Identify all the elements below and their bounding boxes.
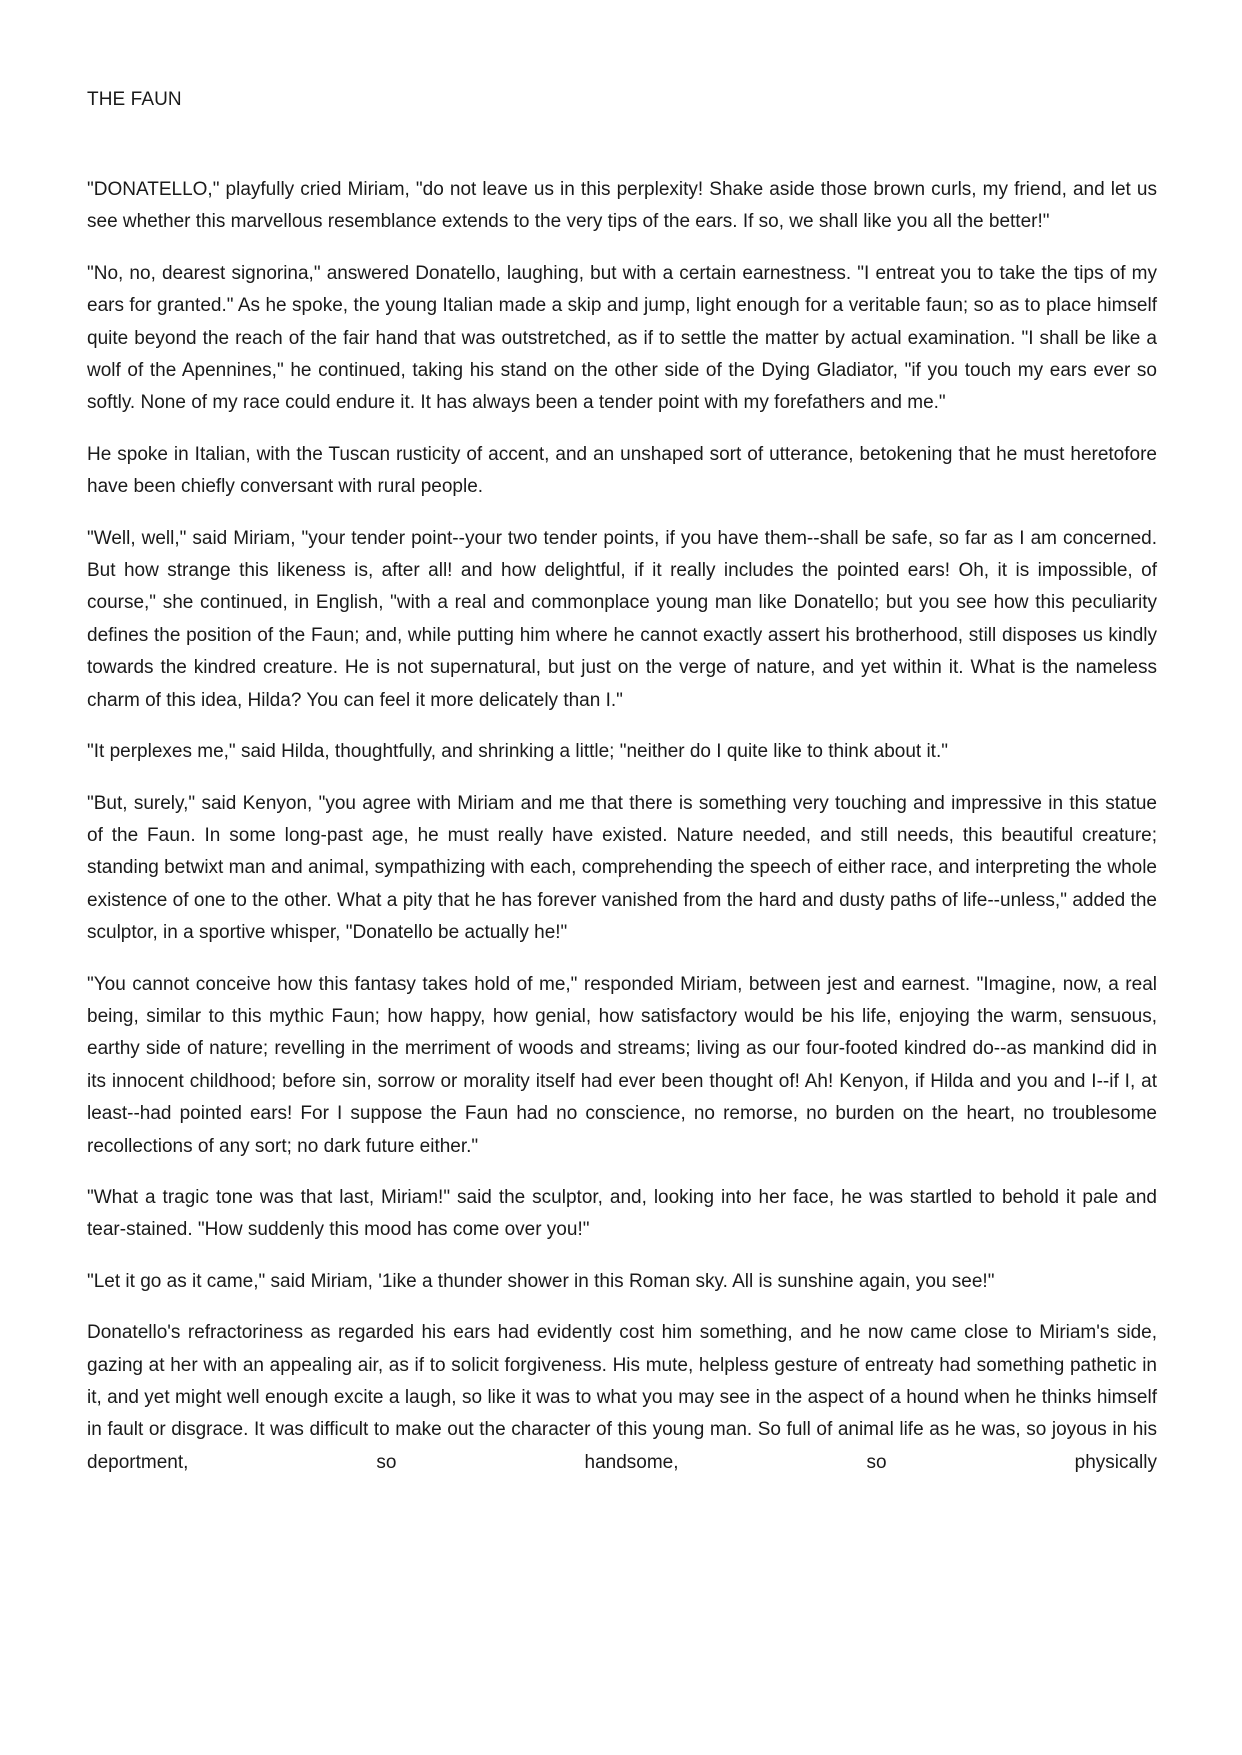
paragraph: "It perplexes me," said Hilda, thoughtfully, and shrinking a little; "neither do I quite like to think about it."	[87, 741, 948, 763]
paragraph: "What a tragic tone was that last, Miriam!" said the sculptor, and, looking into her face, he was startled to behold it pale and tear-stained. "How suddenly this mood has come over you!"	[87, 1186, 1157, 1241]
document-page	[87, 85, 1157, 1479]
paragraph: He spoke in Italian, with the Tuscan rusticity of accent, and an unshaped sort of utterance, betokening that he must heretofore have been chiefly conversant with rural people.	[87, 443, 1157, 498]
paragraph: "DONATELLO," playfully cried Miriam, "do not leave us in this perplexity! Shake aside those brown curls, my friend, and let us see whether this marvellous resemblance extends to the very tips of the ears. If so, we shall like you all the better!"	[87, 179, 1157, 233]
document-title: THE FAUN	[87, 89, 182, 110]
paragraph: "But, surely," said Kenyon, "you agree with Miriam and me that there is something very touching and impressive in this statue of the Faun. In some long-past age, he must really have existed. Nature needed, and still needs, this beautiful creature; standing betwixt man and animal, sympathizing with each, comprehending the speech of either race, and interpreting the whole existence of one to the other. What a pity that he has forever vanished from the hard and dusty paths of life--unless," added the sculptor, in a sportive whisper, "Donatello be actually he!"	[87, 792, 1157, 944]
paragraph: "Well, well," said Miriam, "your tender point--your two tender points, if you have them--shall be safe, so far as I am concerned. But how strange this likeness is, after all! and how delightful, if it really includes the pointed ears! Oh, it is impossible, of course," she continued, in English, "with a real and commonplace young man like Donatello; but you see how this peculiarity defines the position of the Faun; and, while putting him where he cannot exactly assert his brotherhood, still disposes us kindly towards the kindred creature. He is not supernatural, but just on the verge of nature, and yet within it. What is the nameless charm of this idea, Hilda? You can feel it more delicately than I."	[87, 527, 1157, 711]
paragraph: "Let it go as it came," said Miriam, '1ike a thunder shower in this Roman sky. All is sunshine again, you see!"	[87, 1270, 995, 1292]
paragraph: "You cannot conceive how this fantasy takes hold of me," responded Miriam, between jest and earnest. "Imagine, now, a real being, similar to this mythic Faun; how happy, how genial, how satisfactory would be his life, enjoying the warm, sensuous, earthy side of nature; revelling in the merriment of woods and streams; living as our four-footed kindred do--as mankind did in its innocent childhood; before sin, sorrow or morality itself had ever been thought of! Ah! Kenyon, if Hilda and you and I--if I, at least--had pointed ears! For I suppose the Faun had no conscience, no remorse, no burden on the heart, no troublesome recollections of any sort; no dark future either."	[87, 973, 1157, 1157]
paragraph: "No, no, dearest signorina," answered Donatello, laughing, but with a certain earnestness. "I entreat you to take the tips of my ears for granted." As he spoke, the young Italian made a skip and jump, light enough for a veritable faun; so as to place himself quite beyond the reach of the fair hand that was outstretched, as if to settle the matter by actual examination. "I shall be like a wolf of the Apennines," he continued, taking his stand on the other side of the Dying Gladiator, "if you touch my ears ever so softly. None of my race could endure it. It has always been a tender point with my forefathers and me."	[87, 262, 1157, 414]
paragraph: Donatello's refractoriness as regarded his ears had evidently cost him something, and he now came close to Miriam's side, gazing at her with an appealing air, as if to solicit forgiveness. His mute, helpless gesture of entreaty had something pathetic in it, and yet might well enough excite a laugh, so like it was to what you may see in the aspect of a hound when he thinks himself in fault or disgrace. It was difficult to make out the character of this young man. So full of animal life as he was, so joyous in his deportment, so handsome, so physically	[87, 1322, 1157, 1473]
